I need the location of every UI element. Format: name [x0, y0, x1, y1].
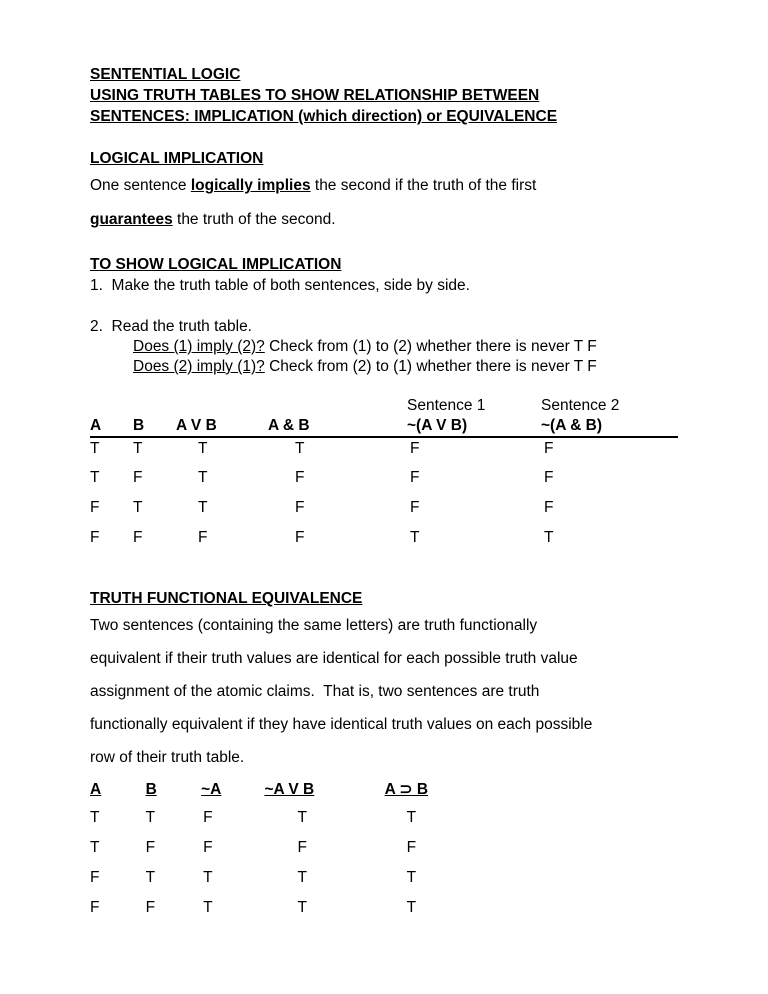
text-run: functionally equivalent if they have identical truth values on each possible: [90, 716, 593, 733]
text-run: assignment of the atomic claims. That is, two sentences are truth: [90, 683, 540, 700]
truth-value: T: [297, 809, 307, 826]
header-text: A ⊃ B: [384, 781, 429, 798]
column-header-a-horseshoe-b: [385, 779, 488, 809]
truth-value: F: [295, 469, 305, 486]
text-run: Check from (2) to (1) whether there is never T F: [264, 358, 597, 375]
truth-value: T: [198, 440, 208, 457]
document-title: [90, 64, 678, 127]
text-run: the second if the truth of the first: [310, 177, 537, 194]
logical-implication-paragraph: [90, 169, 678, 237]
truth-value: F: [544, 499, 554, 516]
column-header-a-and-b: A & B: [268, 416, 407, 437]
table-row: [90, 527, 678, 557]
truth-value: F: [203, 809, 213, 826]
table-header-row: [90, 416, 678, 437]
heading-text: LOGICAL IMPLICATION: [90, 150, 264, 167]
truth-value: T: [544, 529, 554, 546]
truth-value: T: [198, 469, 208, 486]
truth-value: F: [544, 469, 554, 486]
truth-value: F: [297, 839, 307, 856]
truth-value: F: [145, 899, 156, 916]
text-run: One sentence: [90, 177, 191, 194]
truth-value: F: [295, 499, 305, 516]
text-run: 1. Make the truth table of both sentences, side by side.: [90, 277, 470, 294]
paragraph-line: [90, 675, 678, 708]
column-header-b: [146, 779, 202, 809]
heading-text: TO SHOW LOGICAL IMPLICATION: [90, 256, 342, 273]
truth-value: T: [203, 899, 213, 916]
text-run: the truth of the second.: [172, 211, 336, 228]
paragraph-line: [90, 169, 678, 203]
title-text-2: USING TRUTH TABLES TO SHOW RELATIONSHIP BETWEEN: [90, 87, 540, 104]
sentence-1-label: Sentence 1: [407, 397, 486, 414]
truth-value: T: [90, 440, 100, 457]
text-run: equivalent if their truth values are identical for each possible truth value: [90, 650, 578, 667]
column-header-not-a-or-b: ~(A V B): [407, 416, 541, 437]
heading-text: TRUTH FUNCTIONAL EQUIVALENCE: [90, 590, 363, 607]
truth-value: F: [90, 869, 100, 886]
paragraph-line: [90, 203, 678, 237]
table-row: [90, 899, 488, 929]
truth-value: F: [133, 469, 143, 486]
column-header-a-or-b: A V B: [176, 416, 268, 437]
section-heading-to-show: [90, 254, 678, 275]
header-text: A: [90, 781, 102, 798]
truth-value: F: [198, 529, 208, 546]
emphasis-logically-implies: logically implies: [190, 177, 311, 194]
truth-value: F: [145, 839, 156, 856]
sentence-label-row: [90, 395, 678, 416]
truth-value: T: [133, 499, 143, 516]
truth-value: T: [90, 469, 100, 486]
paragraph-line: [90, 642, 678, 675]
paragraph-line: [90, 741, 678, 774]
section-heading-logical-implication: [90, 148, 678, 169]
underlined-question: Does (1) imply (2)?: [133, 338, 265, 355]
truth-value: T: [297, 899, 307, 916]
column-header-b: B: [133, 416, 176, 437]
paragraph-line: [90, 708, 678, 741]
sentence-2-label: Sentence 2: [541, 397, 620, 414]
truth-table-implication: [90, 395, 678, 557]
table-row: [90, 437, 678, 467]
truth-value: F: [90, 499, 100, 516]
truth-value: T: [145, 809, 156, 826]
section-to-show-implication: [90, 254, 678, 377]
truth-value: F: [410, 440, 420, 457]
text-run: 2. Read the truth table.: [90, 318, 252, 335]
truth-value: T: [145, 869, 156, 886]
does-2-imply-1-line: [133, 357, 678, 377]
text-run: Two sentences (containing the same letters) are truth functionally: [90, 617, 538, 634]
truth-value: T: [295, 440, 305, 457]
section-logical-implication: [90, 148, 678, 237]
truth-table-equivalence: [90, 779, 488, 929]
text-run: Check from (1) to (2) whether there is never T F: [264, 338, 597, 355]
truth-value: F: [410, 469, 420, 486]
column-header-a: A: [90, 416, 133, 437]
truth-value: T: [90, 839, 100, 856]
title-text-1: SENTENTIAL LOGIC: [90, 66, 241, 83]
section-truth-functional-equivalence: [90, 588, 678, 774]
equivalence-paragraph: [90, 609, 678, 774]
truth-value: F: [133, 529, 143, 546]
underlined-question: Does (2) imply (1)?: [133, 358, 265, 375]
table-row: [90, 809, 488, 839]
column-header-not-a-and-b: ~(A & B): [541, 416, 678, 437]
table-row: [90, 467, 678, 497]
list-item-2: [90, 316, 678, 337]
truth-value: F: [90, 899, 100, 916]
table-row: [90, 869, 488, 899]
truth-value: T: [406, 899, 417, 916]
truth-value: F: [410, 499, 420, 516]
truth-value: T: [410, 529, 420, 546]
title-line-1: [90, 64, 678, 85]
does-1-imply-2-line: [133, 337, 678, 357]
column-header-not-a: [201, 779, 264, 809]
title-text-3: SENTENCES: IMPLICATION (which direction) or EQUIVALENCE: [90, 108, 558, 125]
truth-value: F: [544, 440, 554, 457]
text-run: row of their truth table.: [90, 749, 245, 766]
column-header-a: [90, 779, 146, 809]
truth-value: T: [133, 440, 143, 457]
header-text: ~A: [201, 781, 222, 798]
truth-value: F: [203, 839, 213, 856]
table-row: [90, 497, 678, 527]
truth-value: T: [297, 869, 307, 886]
truth-value: T: [406, 809, 417, 826]
title-line-2: [90, 85, 678, 106]
table-header-row: [90, 779, 488, 809]
truth-value: F: [295, 529, 305, 546]
section-heading-equivalence: [90, 588, 678, 609]
list-item-1: [90, 275, 678, 296]
title-line-3: [90, 106, 678, 127]
paragraph-line: [90, 609, 678, 642]
header-text: ~A V B: [264, 781, 315, 798]
column-header-not-a-or-b: [264, 779, 384, 809]
header-text: B: [145, 781, 157, 798]
spacer-cell: [90, 395, 407, 416]
truth-value: F: [406, 839, 417, 856]
emphasis-guarantees: guarantees: [90, 211, 173, 228]
table-row: [90, 839, 488, 869]
truth-value: F: [90, 529, 100, 546]
truth-value: T: [90, 809, 100, 826]
truth-value: T: [406, 869, 417, 886]
truth-value: T: [203, 869, 213, 886]
truth-value: T: [198, 499, 208, 516]
